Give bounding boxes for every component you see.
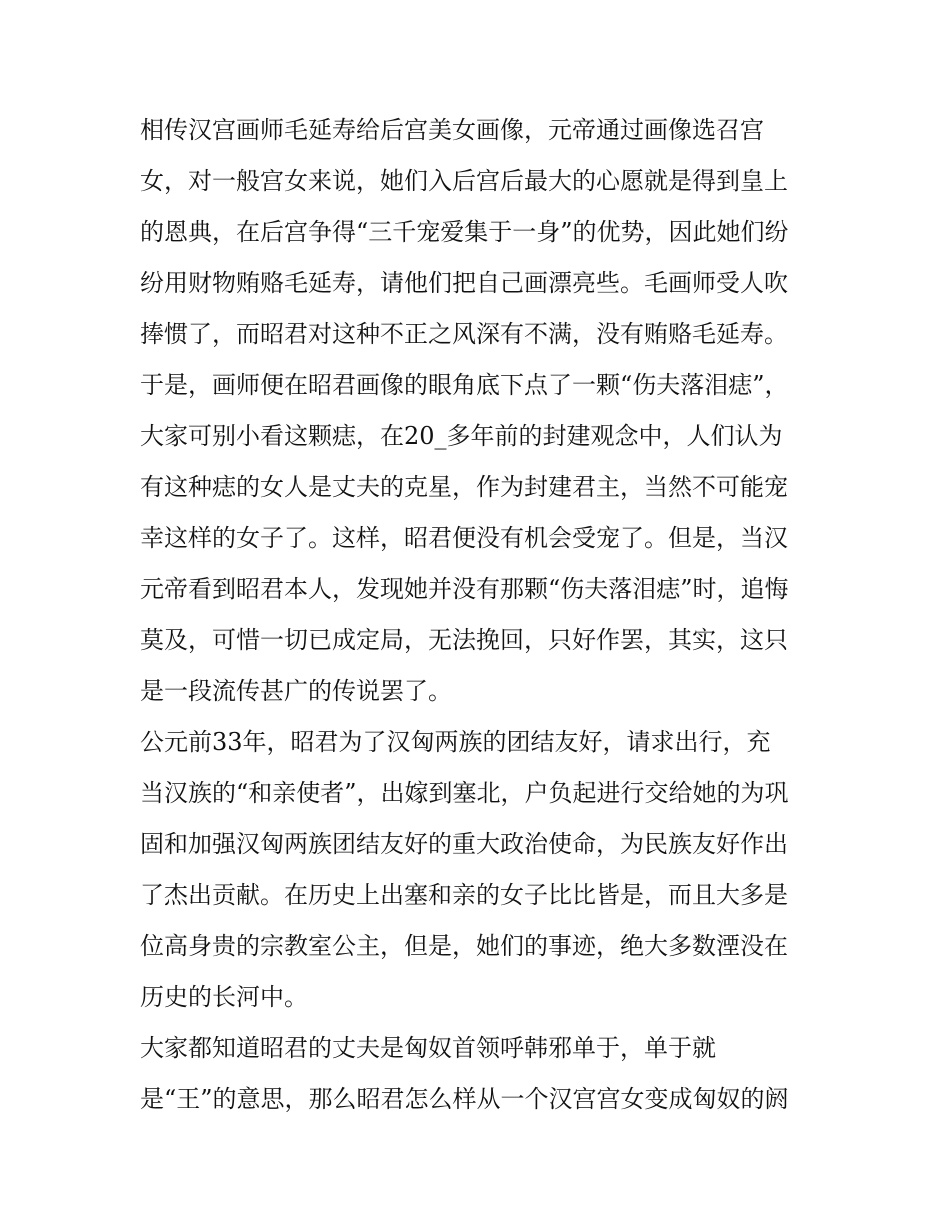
text-line: 位高身贵的宗教室公主，但是，她们的事迹，绝大多数湮没在	[140, 932, 788, 960]
text-line: 的恩典，在后宫争得“三千宠爱集于一身”的优势，因此她们纷	[140, 218, 789, 246]
text-line: 于是，画师便在昭君画像的眼角底下点了一颗“伤夫落泪痣”，	[140, 371, 789, 399]
body-text	[140, 108, 820, 1128]
text-line: 幸这样的女子了。这样，昭君便没有机会受宠了。但是，当汉	[140, 524, 788, 552]
text-line: 相传汉宫画师毛延寿给后宫美女画像，元帝通过画像选召宫	[140, 116, 764, 144]
text-line: 纷用财物贿赂毛延寿，请他们把自己画漂亮些。毛画师受人吹	[140, 269, 788, 297]
text-line: 当汉族的“和亲使者”，出嫁到塞北，户负起进行交给她的为巩	[140, 779, 789, 807]
text-line: 捧惯了，而昭君对这种不正之风深有不满，没有贿赂毛延寿。	[140, 320, 788, 348]
text-line: 固和加强汉匈两族团结友好的重大政治使命，为民族友好作出	[140, 830, 788, 858]
text-line: 是一段流传甚广的传说罢了。	[140, 677, 452, 705]
text-line: 元帝看到昭君本人，发现她并没有那颗“伤夫落泪痣”时，追悔	[140, 575, 789, 603]
text-line: 是“王”的意思，那么昭君怎么样从一个汉宫宫女变成匈奴的阏	[140, 1085, 789, 1113]
text-line: 女，对一般宫女来说，她们入后宫后最大的心愿就是得到皇上	[140, 167, 788, 195]
text-line: 公元前33年，昭君为了汉匈两族的团结友好，请求出行，充	[140, 728, 771, 756]
text-line: 历史的长河中。	[140, 983, 308, 1011]
text-line: 了杰出贡献。在历史上出塞和亲的女子比比皆是，而且大多是	[140, 881, 788, 909]
text-line: 莫及，可惜一切已成定局，无法挽回，只好作罢，其实，这只	[140, 626, 788, 654]
text-line: 有这种痣的女人是丈夫的克星，作为封建君主，当然不可能宠	[140, 473, 788, 501]
text-line: 大家可别小看这颗痣，在20_多年前的封建观念中，人们认为	[140, 422, 783, 450]
text-line: 大家都知道昭君的丈夫是匈奴首领呼韩邪单于，单于就	[140, 1034, 716, 1062]
